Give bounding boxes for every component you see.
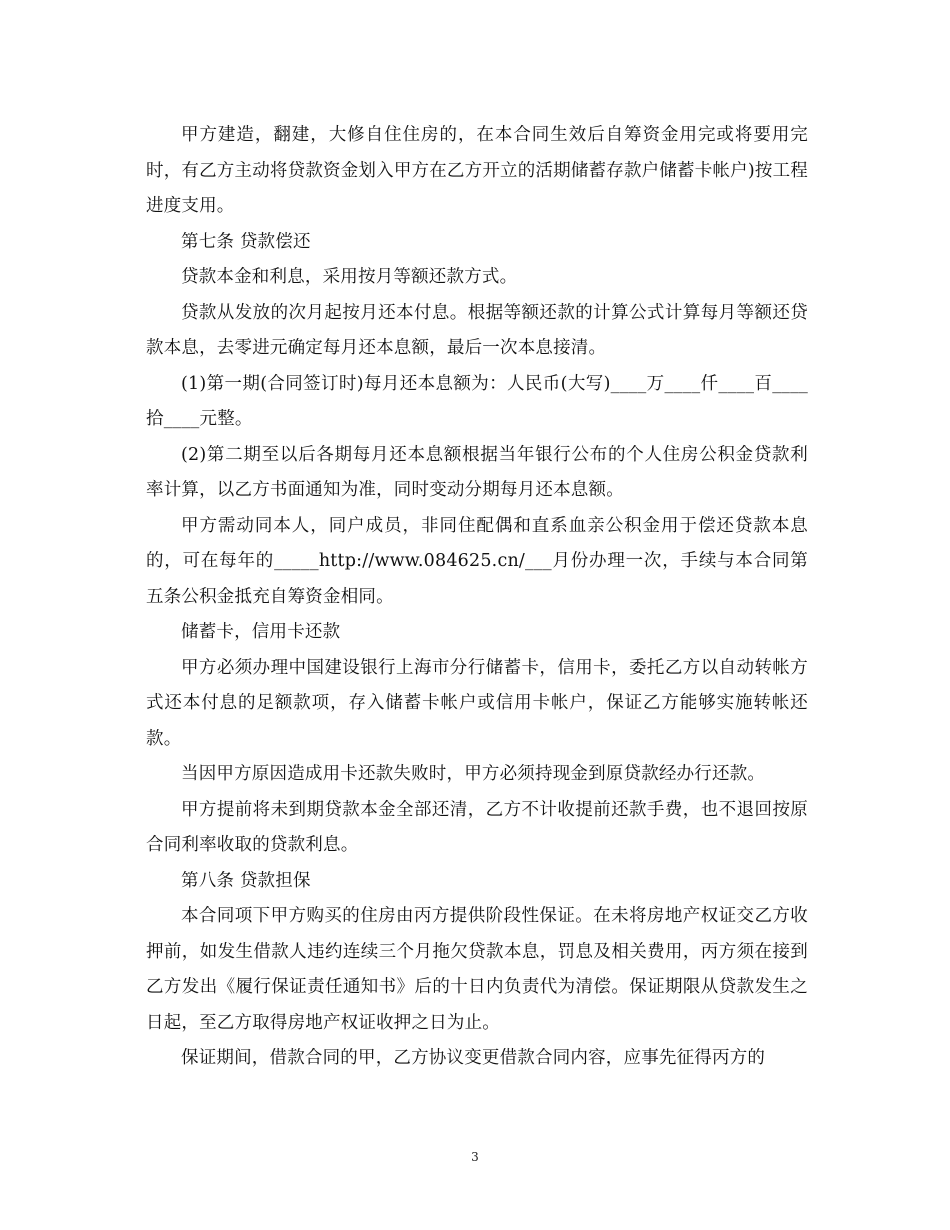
document-body [146, 118, 808, 1077]
paragraph-monthly-repayment: 贷款从发放的次月起按月还本付息。根据等额还款的计算公式计算每月等额还贷款本息，去零进元确定每月还本息额，最后一次本息接清。 [146, 302, 808, 358]
paragraph-card-failure: 当因甲方原因造成用卡还款失败时，甲方必须持现金到原贷款经办行还款。 [181, 764, 766, 784]
paragraph-second-period-amount: (2)第二期至以后各期每月还本息额根据当年银行公布的个人住房公积金贷款利率计算，以乙方书面通知为准，同时变动分期每月还本息额。 [146, 444, 808, 500]
paragraph-guarantee-terms: 本合同项下甲方购买的住房由丙方提供阶段性保证。在未将房地产权证交乙方收押前，如发生借款人违约连续三个月拖欠贷款本息，罚息及相关费用，丙方须在接到乙方发出《履行保证责任通知书》后的十日内负责代为清偿。保证期限从贷款发生之日起，至乙方取得房地产权证收押之日为止。 [146, 906, 808, 1033]
heading-article-7: 第七条 贷款偿还 [181, 231, 311, 252]
paragraph-construction-disbursement: 甲方建造，翻建，大修自住住房的，在本合同生效后自筹资金用完或将要用完时，有乙方主动将贷款资金划入甲方在乙方开立的活期储蓄存款户储蓄卡帐户)按工程进度支用。 [146, 125, 808, 216]
page-number: 3 [471, 1150, 479, 1164]
paragraph-card-requirement: 甲方必须办理中国建设银行上海市分行储蓄卡，信用卡，委托乙方以自动转帐方式还本付息的足额款项，存入储蓄卡帐户或信用卡帐户，保证乙方能够实施转帐还款。 [146, 657, 808, 749]
paragraph-early-repayment: 甲方提前将未到期贷款本金全部还清，乙方不计收提前还款手费，也不退回按原合同利率收取的贷款利息。 [146, 799, 808, 855]
paragraph-provident-fund-repayment: 甲方需动同本人，同户成员，非同住配偶和直系血亲公积金用于偿还贷款本息的，可在每年的_____http://www.084625.cn/___月份办理一次，手续与本合同第五条公积金抵充自筹资金相同。 [146, 515, 808, 607]
paragraph-guarantee-period: 保证期间，借款合同的甲，乙方协议变更借款合同内容，应事先征得丙方的 [181, 1048, 766, 1068]
heading-article-8: 第八条 贷款担保 [181, 870, 311, 891]
paragraph-repayment-method: 贷款本金和利息，采用按月等额还款方式。 [181, 267, 518, 287]
paragraph-first-period-amount: (1)第一期(合同签订时)每月还本息额为：人民币(大写)____万____仟____百____拾____元整。 [146, 373, 808, 429]
heading-card-repayment: 储蓄卡，信用卡还款 [181, 622, 341, 642]
